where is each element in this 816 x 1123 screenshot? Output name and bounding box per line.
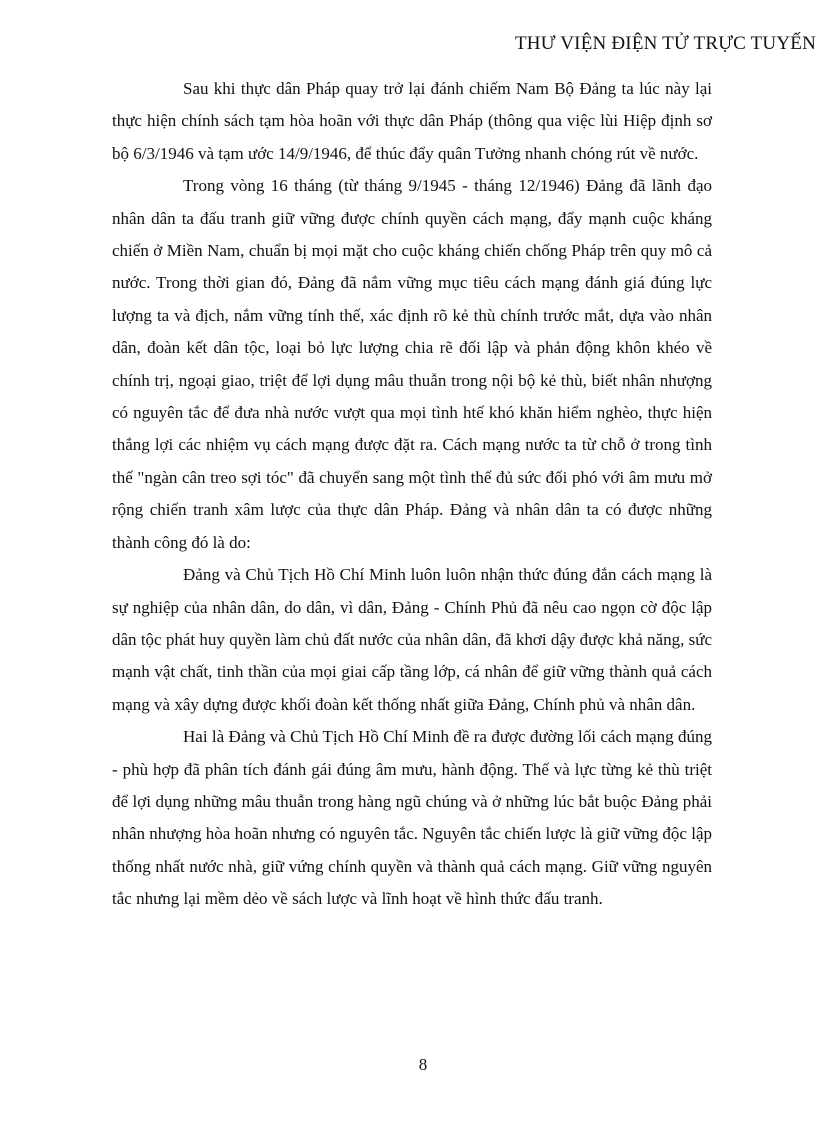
running-header: THƯ VIỆN ĐIỆN TỬ TRỰC TUYẾN	[514, 33, 816, 54]
document-body	[112, 73, 712, 916]
paragraph: Trong vòng 16 tháng (từ tháng 9/1945 - tháng 12/1946) Đảng đã lãnh đạo nhân dân ta đấu tranh giữ vững được chính quyền cách mạng, đẩy mạnh cuộc kháng chiến ở Miền Nam, chuẩn bị mọi mặt cho cuộc kháng chiến chống Pháp trên quy mô cả nước. Trong thời gian đó, Đảng đã nắm vững mục tiêu cách mạng đánh giá đúng lực lượng ta và địch, nắm vững tính thế, xác định rõ kẻ thù chính trước mắt, dựa vào nhân dân, đoàn kết dân tộc, loại bỏ lực lượng chia rẽ đối lập và phản động khôn khéo về chính trị, ngoại giao, triệt để lợi dụng mâu thuẫn trong nội bộ kẻ thù, biết nhân nhượng có nguyên tắc để đưa nhà nước vượt qua mọi tình htế khó khăn hiểm nghèo, thực hiện thắng lợi các nhiệm vụ cách mạng được đặt ra. Cách mạng nước ta từ chỗ ở trong tình thế "ngàn cân treo sợi tóc" đã chuyển sang một tình thế đủ sức đối phó với âm mưu mở rộng chiến tranh xâm lược của thực dân Pháp. Đảng và nhân dân ta có được những thành công đó là do:	[112, 176, 712, 552]
paragraph: Sau khi thực dân Pháp quay trở lại đánh chiếm Nam Bộ Đảng ta lúc này lại thực hiện chính sách tạm hòa hoãn với thực dân Pháp (thông qua việc lùi Hiệp định sơ bộ 6/3/1946 và tạm ước 14/9/1946, để thúc đẩy quân Tưởng nhanh chóng rút về nước.	[112, 79, 712, 163]
paragraph: Đảng và Chủ Tịch Hồ Chí Minh luôn luôn nhận thức đúng đắn cách mạng là sự nghiệp của nhân dân, do dân, vì dân, Đảng - Chính Phủ đã nêu cao ngọn cờ độc lập dân tộc phát huy quyền làm chủ đất nước của nhân dân, đã khơi dậy được khả năng, sức mạnh vật chất, tinh thần của mọi giai cấp tầng lớp, cá nhân để giữ vững thành quả cách mạng và xây dựng được khối đoàn kết thống nhất giữa Đảng, Chính phủ và nhân dân.	[112, 565, 712, 714]
paragraph: Hai là Đảng và Chủ Tịch Hồ Chí Minh đề ra được đường lối cách mạng đúng - phù hợp đã phân tích đánh gái đúng âm mưu, hành động. Thế và lực từng kẻ thù triệt để lợi dụng những mâu thuẫn trong hàng ngũ chúng và ở những lúc bắt buộc Đảng phải nhân nhượng hòa hoãn nhưng có nguyên tắc. Nguyên tắc chiến lược là giữ vững độc lập thống nhất nước nhà, giữ vứng chính quyền và thành quả cách mạng. Giữ vững nguyên tắc nhưng lại mềm dẻo về sách lược và lĩnh hoạt về hình thức đấu tranh.	[112, 727, 712, 909]
page-number: 8	[418, 1055, 428, 1074]
